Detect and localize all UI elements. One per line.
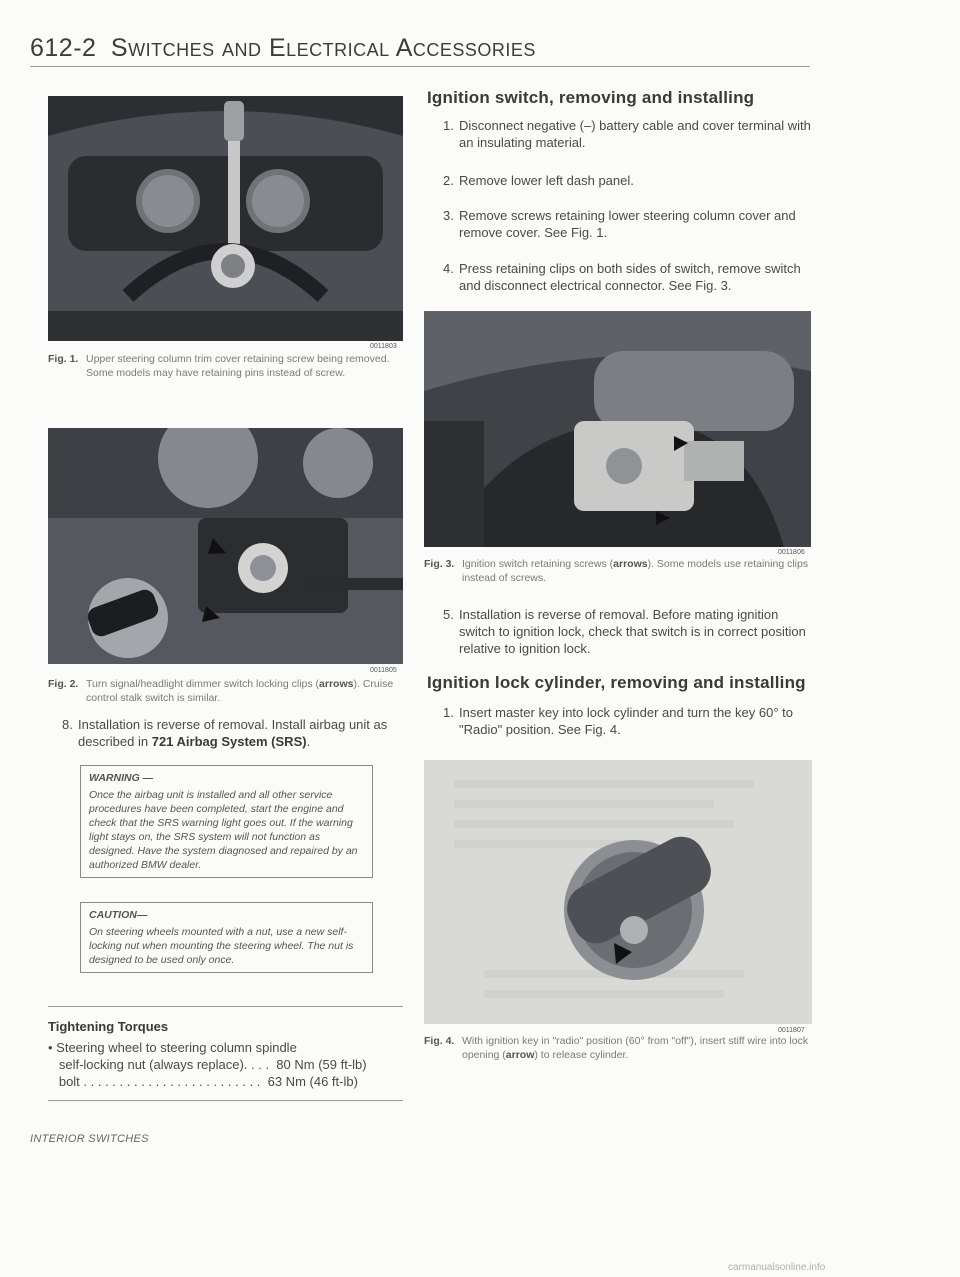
torque-top-rule xyxy=(48,1006,403,1007)
chapter-title: Switches and Electrical Accessories xyxy=(110,34,536,62)
page-number: 612-2 xyxy=(30,34,97,62)
step-8: 8. Installation is reverse of removal. Install airbag unit as described in 721 Airbag System (SRS). xyxy=(62,717,388,749)
fig2-arrows: arrows xyxy=(319,678,354,690)
switch-step-1: 1. Disconnect negative (–) battery cable and cover terminal with an insulating material. xyxy=(443,118,811,150)
switch-step-5: 5. Installation is reverse of removal. Before mating ignition switch to ignition lock, check that switch is in correct position relative to ignition lock. xyxy=(443,607,806,656)
fig1-caption xyxy=(48,352,403,380)
watermark: carmanualsonline.info xyxy=(728,1262,826,1273)
caution-box xyxy=(80,902,373,973)
fig3-arrows: arrows xyxy=(613,558,648,570)
warning-box xyxy=(80,765,373,878)
fig3-caption: Fig. 3. Ignition switch retaining screws (arrows). Some models use retaining clips instead of screws. xyxy=(424,558,809,584)
fig2-label: Fig. 2. xyxy=(48,678,79,690)
fig2-caption: Fig. 2. Turn signal/headlight dimmer switch locking clips (arrows). Cruise control stalk switch is similar. xyxy=(48,678,394,704)
header-rule xyxy=(30,66,810,67)
torques-heading: Tightening Torques xyxy=(48,1019,169,1034)
switch-step-3: 3. Remove screws retaining lower steering column cover and remove cover. See Fig. 1. xyxy=(443,208,796,240)
torque-line-1: • Steering wheel to steering column spindle xyxy=(48,1040,297,1055)
torque-line-3: bolt . . . . . . . . . . . . . . . . . . . . . . . . . 63 Nm (46 ft-lb) xyxy=(48,1074,358,1089)
fig3-code: 0011806 xyxy=(778,549,805,556)
switch-step-2: 2. Remove lower left dash panel. xyxy=(443,173,634,188)
fig1-photo xyxy=(48,96,403,341)
footer-section-name: INTERIOR SWITCHES xyxy=(30,1133,149,1145)
fig4-label: Fig. 4. xyxy=(424,1035,455,1047)
switch-step-4: 4. Press retaining clips on both sides of switch, remove switch and disconnect electrical connector. See Fig. 3. xyxy=(443,261,801,293)
fig2-photo xyxy=(48,428,403,664)
airbag-reference: 721 Airbag System (SRS) xyxy=(151,734,307,749)
fig3-label: Fig. 3. xyxy=(424,558,455,570)
cylinder-step-1: 1. Insert master key into lock cylinder and turn the key 60° to "Radio" position. See Fig. 4. xyxy=(443,705,793,737)
caution-heading: CAUTION— xyxy=(89,909,148,921)
section-ignition-switch-heading: Ignition switch, removing and installing xyxy=(427,88,755,107)
warning-heading: WARNING — xyxy=(89,772,154,784)
fig4-code: 0011807 xyxy=(778,1027,805,1034)
fig4-photo xyxy=(424,760,812,1024)
page-header xyxy=(30,34,810,63)
warning-text: Once the airbag unit is installed and all other service procedures have been completed, start the engine and check that the SRS warning light goes out. If the warning light stays on, the SRS system will not function as designed. Have the system diagnosed and repaired by an authorized BMW dealer. xyxy=(89,789,358,871)
torque-line-2: self-locking nut (always replace). . . . 80 Nm (59 ft-lb) xyxy=(48,1057,367,1072)
fig1-caption-text: Upper steering column trim cover retaining screw being removed. Some models may have retaining pins instead of screw. xyxy=(86,353,390,379)
fig4-arrow: arrow xyxy=(505,1049,535,1061)
fig1-code: 0011803 xyxy=(370,343,397,350)
section-lock-cylinder-heading: Ignition lock cylinder, removing and installing xyxy=(427,673,806,692)
fig4-caption: Fig. 4. With ignition key in "radio" position (60° from "off"), insert stiff wire into lock opening (arrow) to release cylinder. xyxy=(424,1035,809,1061)
fig1-label: Fig. 1. xyxy=(48,353,79,365)
caution-text: On steering wheels mounted with a nut, use a new self-locking nut when mounting the steering wheel. The nut is designed to be used only once. xyxy=(89,926,354,966)
fig2-code: 0011805 xyxy=(370,667,397,674)
fig3-photo xyxy=(424,311,811,547)
torque-bottom-rule xyxy=(48,1100,403,1101)
